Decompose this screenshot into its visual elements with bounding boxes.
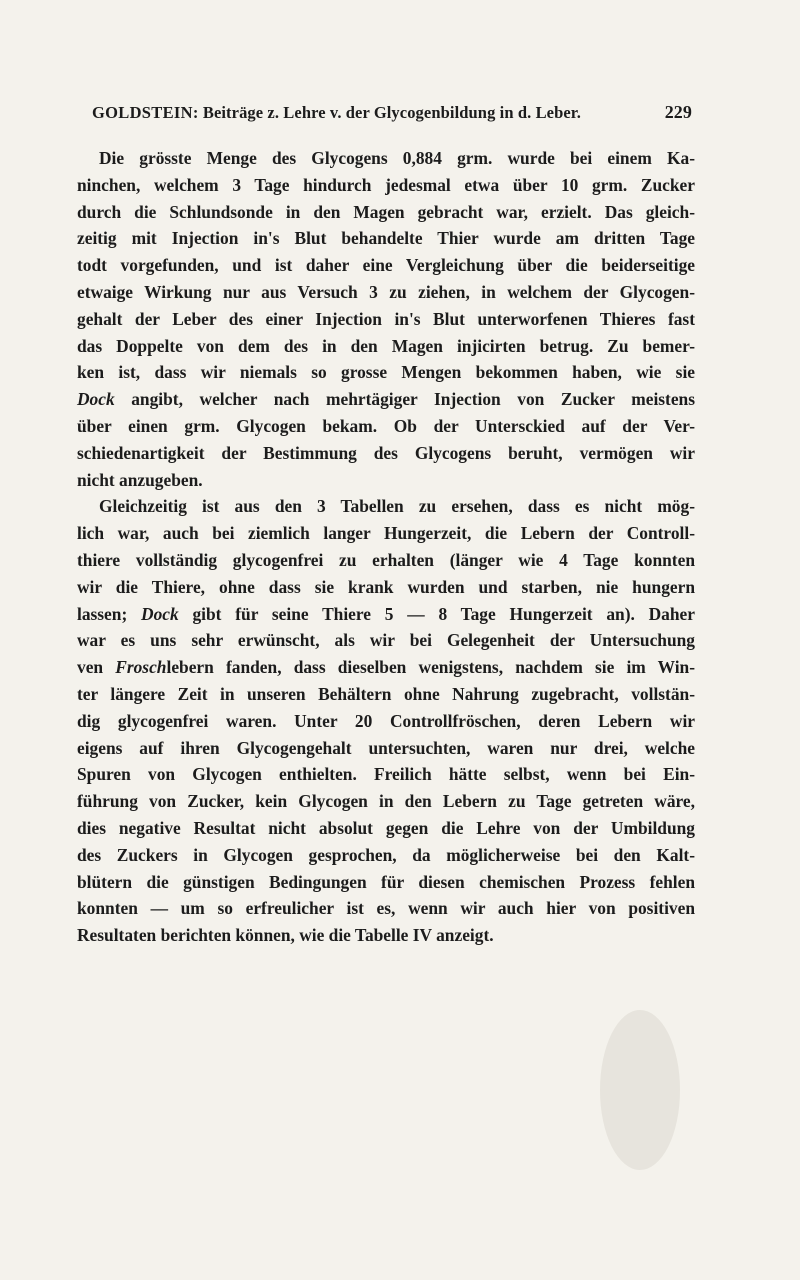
author-name: GOLDSTEIN: <box>92 103 199 122</box>
text-line: ken ist, dass wir niemals so grosse Mengen bekommen haben, wie sie <box>77 362 695 383</box>
text-line: todt vorgefunden, und ist daher eine Vergleichung über die beiderseitige <box>77 255 695 276</box>
text-line: Dock angibt, welcher nach mehrtägiger Injection von Zucker meistens <box>77 389 695 410</box>
text-line: durch die Schlundsonde in den Magen gebracht war, erzielt. Das gleich- <box>77 201 695 222</box>
text-line: Gleichzeitig ist aus den 3 Tabellen zu ersehen, dass es nicht mög- <box>99 496 695 517</box>
running-head-text <box>92 103 581 123</box>
text-line: eigens auf ihren Glycogengehalt untersuchten, waren nur drei, welche <box>77 737 695 758</box>
text-line: wir die Thiere, ohne dass sie krank wurden und starben, nie hungern <box>77 576 695 597</box>
page-number: 229 <box>664 102 692 122</box>
text-line: das Doppelte von dem des in den Magen injicirten betrug. Zu bemer- <box>77 335 695 356</box>
text-line: nicht anzugeben. <box>77 469 203 490</box>
text-line: thiere vollständig glycogenfrei zu erhalten (länger wie 4 Tage konnten <box>77 549 695 570</box>
text-line: lassen; Dock gibt für seine Thiere 5 — 8 Tage Hungerzeit an). Daher <box>77 603 695 624</box>
text-line: war es uns sehr erwünscht, als wir bei Gelegenheit der Untersuchung <box>77 630 695 651</box>
text-line: über einen grm. Glycogen bekam. Ob der Untersckied auf der Ver- <box>77 415 695 436</box>
text-line: Spuren von Glycogen enthielten. Freilich hätte selbst, wenn bei Ein- <box>77 764 695 785</box>
paragraph-2 <box>77 493 695 949</box>
text-line: gehalt der Leber des einer Injection in's Blut unterworfenen Thieres fast <box>77 308 695 329</box>
paper-stain <box>600 1010 680 1170</box>
text-line: schiedenartigkeit der Bestimmung des Glycogens beruht, vermögen wir <box>77 442 695 463</box>
text-line: etwaige Wirkung nur aus Versuch 3 zu ziehen, in welchem der Glycogen- <box>77 281 695 302</box>
running-head <box>92 102 692 123</box>
text-line: ninchen, welchem 3 Tage hindurch jedesmal etwa über 10 grm. Zucker <box>77 174 695 195</box>
text-line: führung von Zucker, kein Glycogen in den Lebern zu Tage getreten wäre, <box>77 791 695 812</box>
text-line: lich war, auch bei ziemlich langer Hungerzeit, die Lebern der Controll- <box>77 523 695 544</box>
text-line: zeitig mit Injection in's Blut behandelte Thier wurde am dritten Tage <box>77 228 695 249</box>
text-line: konnten — um so erfreulicher ist es, wenn wir auch hier von positiven <box>77 898 695 919</box>
paragraph-1 <box>77 145 695 493</box>
text-line: Die grösste Menge des Glycogens 0,884 grm. wurde bei einem Ka- <box>99 148 695 168</box>
text-line: des Zuckers in Glycogen gesprochen, da möglicherweise bei den Kalt- <box>77 844 695 865</box>
text-line: dig glycogenfrei waren. Unter 20 Controllfröschen, deren Lebern wir <box>77 710 695 731</box>
text-line: Resultaten berichten können, wie die Tabelle IV anzeigt. <box>77 925 494 946</box>
body-text <box>77 145 695 949</box>
running-head-title: Beiträge z. Lehre v. der Glycogenbildung in d. Leber. <box>202 103 581 122</box>
text-line: blütern die günstigen Bedingungen für diesen chemischen Prozess fehlen <box>77 871 695 892</box>
text-line: dies negative Resultat nicht absolut gegen die Lehre von der Umbildung <box>77 817 695 838</box>
text-line: ven Froschlebern fanden, dass dieselben wenigstens, nachdem sie im Win- <box>77 657 695 678</box>
text-line: ter längere Zeit in unseren Behältern ohne Nahrung zugebracht, vollstän- <box>77 683 695 704</box>
